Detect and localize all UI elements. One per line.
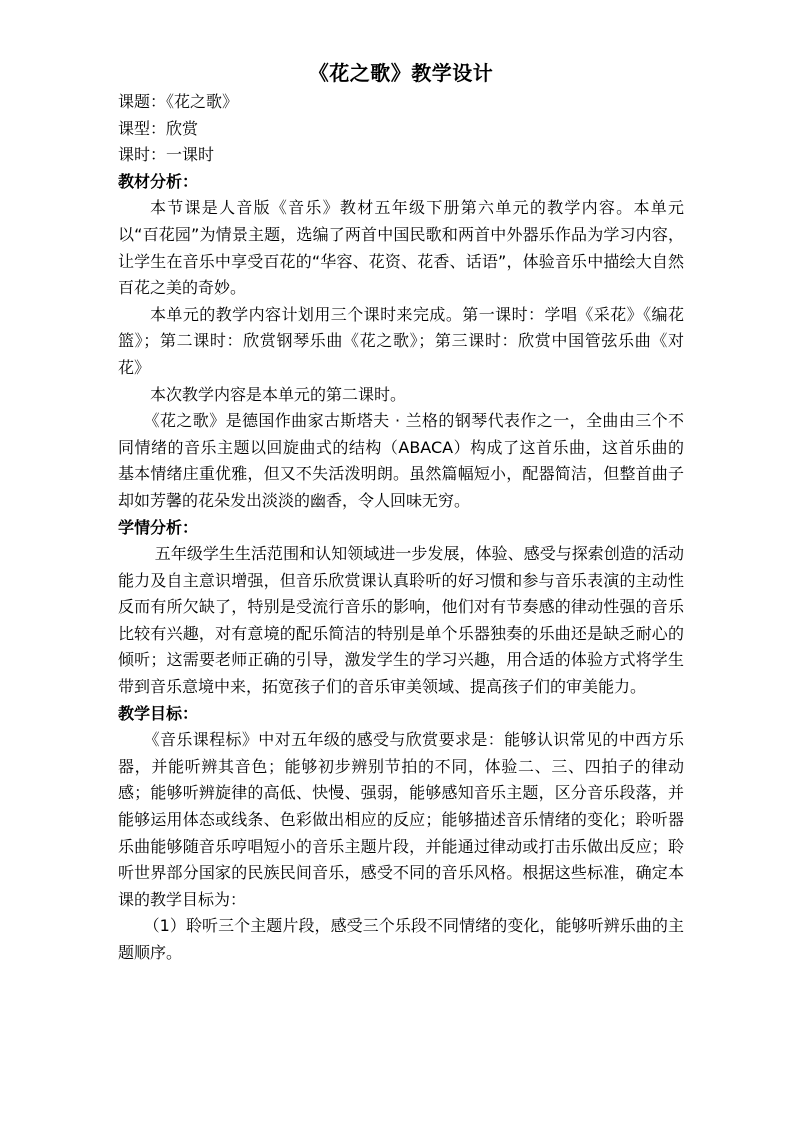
material-paragraph: 本次教学内容是本单元的第二课时。 — [150, 384, 407, 404]
material-analysis-section — [118, 195, 684, 514]
heading-teaching-goals: 教学目标： — [118, 703, 199, 723]
meta-topic: 课题：《花之歌》 — [118, 92, 239, 111]
student-analysis-section — [118, 541, 684, 701]
teaching-goals-section — [118, 727, 684, 966]
goals-item: （1）聆听三个主题片段，感受三个乐段不同情绪的变化，能够听辨乐曲的主题顺序。 — [118, 916, 684, 962]
material-paragraph: 《花之歌》是德国作曲家古斯塔夫 · 兰格的钢琴代表作之一，全曲由三个不同情绪的音乐主题以回旋曲式的结构（ABACA）构成了这首乐曲，这首乐曲的基本情绪庄重优雅，但又不失活泼明朗。虽然篇幅短小，配器简洁，但整首曲子却如芳馨的花朵发出淡淡的幽香，令人回味无穷。 — [118, 411, 684, 510]
material-paragraph: 本节课是人音版《音乐》教材五年级下册第六单元的教学内容。本单元以“百花园”为情景主题，选编了两首中国民歌和两首中外器乐作品为学习内容，让学生在音乐中享受百花的“华容、花资、花香、话语”，体验音乐中描绘大自然百花之美的奇妙。 — [118, 198, 684, 298]
heading-material-analysis: 教材分析： — [118, 171, 199, 191]
student-paragraph: 五年级学生生活范围和认知领域进一步发展，体验、感受与探索创造的活动能力及自主意识增强，但音乐欣赏课认真聆听的好习惯和参与音乐表演的主动性反而有所欠缺了，特别是受流行音乐的影响，他们对有节奏感的律动性强的音乐比较有兴趣，对有意境的配乐简洁的特别是单个乐器独奏的乐曲还是缺乏耐心的倾听；这需要老师正确的引导，激发学生的学习兴趣，用合适的体验方式将学生带到音乐意境中来，拓宽孩子们的音乐审美领域、提高孩子们的审美能力。 — [118, 544, 684, 697]
material-paragraph: 本单元的教学内容计划用三个课时来完成。第一课时：学唱《采花》《编花篮》；第二课时：欣赏钢琴乐曲《花之歌》；第三课时：欣赏中国管弦乐曲《对花》 — [118, 304, 684, 377]
heading-student-analysis: 学情分析： — [118, 517, 199, 537]
meta-type: 课型：欣赏 — [118, 118, 199, 138]
goals-paragraph: 《音乐课程标》中对五年级的感受与欣赏要求是：能够认识常见的中西方乐器，并能听辨其音色；能够初步辨别节拍的不同，体验二、三、四拍子的律动感；能够听辨旋律的高低、快慢、强弱，能够感知音乐主题，区分音乐段落，并能够运用体态或线条、色彩做出相应的反应；能够描述音乐情绪的变化；聆听器乐曲能够随音乐哼唱短小的音乐主题片段，并能通过律动或打击乐做出反应；聆听世界部分国家的民族民间音乐，感受不同的音乐风格。根据这些标准，确定本课的教学目标为： — [118, 730, 684, 909]
document-title: 《花之歌》教学设计 — [308, 61, 494, 85]
meta-period: 课时：一课时 — [118, 145, 215, 165]
document-page — [118, 58, 684, 967]
